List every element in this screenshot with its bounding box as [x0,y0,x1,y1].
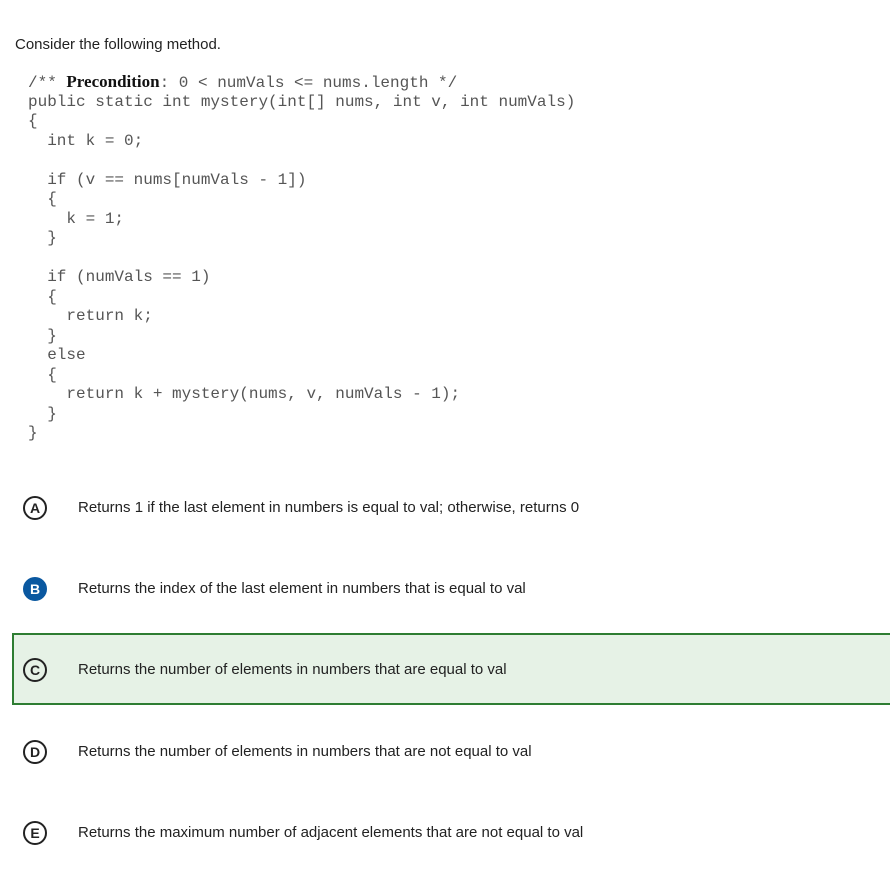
code-line: } [28,229,57,247]
option-text-e: Returns the maximum number of adjacent elements that are not equal to val [78,824,584,841]
option-letter-a[interactable]: A [23,496,47,520]
code-line: else [28,346,86,364]
answer-option-a[interactable] [12,471,890,543]
code-comment-line [28,72,457,92]
option-text-c: Returns the number of elements in numbers that are equal to val [78,661,507,678]
code-line: } [28,404,57,423]
code-line: { [28,190,57,208]
option-letter-b[interactable]: B [23,577,47,601]
answer-option-d[interactable] [12,715,890,787]
option-text-a: Returns 1 if the last element in numbers is equal to val; otherwise, returns 0 [78,499,580,516]
option-text-b: Returns the index of the last element in numbers that is equal to val [78,580,526,597]
answer-option-b[interactable] [12,552,890,624]
code-line: } [28,424,38,442]
option-text-d: Returns the number of elements in numbers that are not equal to val [78,743,532,760]
code-line: { [28,365,57,384]
code-line: int k = 0; [28,131,144,150]
code-line: public static int mystery(int[] nums, int v, int numVals) [28,92,576,111]
code-line: return k + mystery(nums, v, numVals - 1); [28,385,461,403]
code-line: if (v == nums[numVals - 1]) [28,170,307,189]
code-line: if (numVals == 1) [28,268,211,286]
comment-rest: : 0 < numVals <= nums.length */ [159,74,458,92]
option-letter-d[interactable]: D [23,740,47,764]
code-line: } [28,326,57,345]
code-line: { [28,287,57,306]
comment-open: /** [28,74,67,92]
code-line: { [28,112,38,130]
answer-option-e[interactable] [12,796,890,868]
answer-option-c[interactable] [12,633,890,705]
question-prompt: Consider the following method. [15,36,221,53]
code-line: return k; [28,307,153,325]
code-line: k = 1; [28,209,125,228]
option-letter-e[interactable]: E [23,821,47,845]
precondition-keyword: Precondition [66,72,160,91]
option-letter-c[interactable]: C [23,658,47,682]
